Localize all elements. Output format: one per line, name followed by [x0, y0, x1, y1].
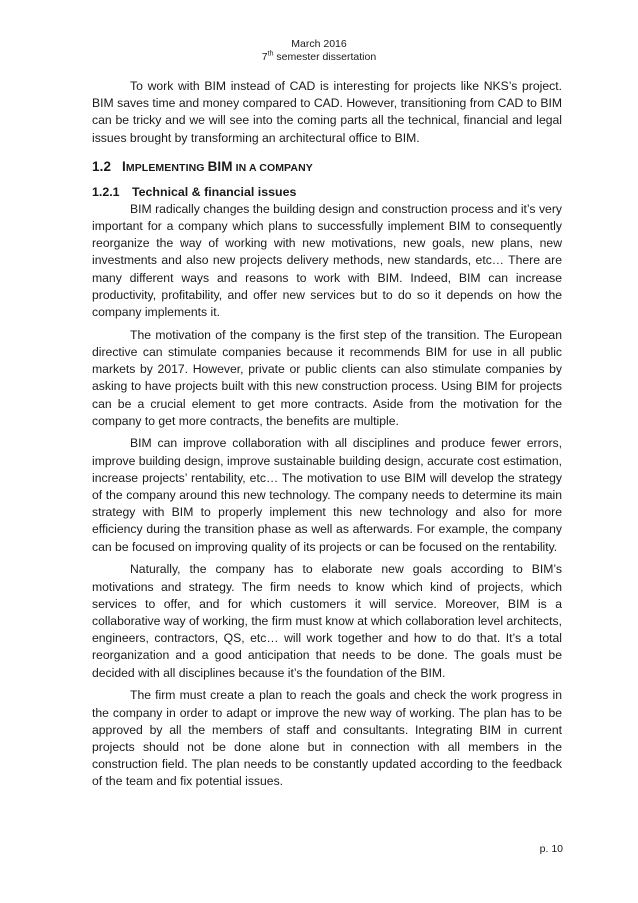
body-paragraph-3: BIM can improve collaboration with all disciplines and produce fewer errors, improve building design, improve sustainable building design, accurate cost estimation, increase projects’ rentability, etc… The motivation to use BIM will develop the strategy of the company around this new technology. The company needs to determine its main strategy with BIM to properly implement this new technology and also for more efficiency during the transition phase as well as afterwards. For example, the company can be focused on improving quality of its projects or can be focused on the rentability. [92, 436, 562, 554]
header-date: March 2016 [291, 38, 347, 50]
section-title-bim: BIM [207, 158, 233, 174]
header-ordinal-number: 7 [261, 51, 268, 63]
section-title-part-2: IN A COMPANY [232, 161, 313, 174]
page-number: p. 10 [539, 843, 563, 855]
subsection-title: Technical & financial issues [132, 184, 297, 199]
body-paragraph-4: Naturally, the company has to elaborate new goals according to BIM’s motivations and strategy. The firm needs to know which kind of projects, which services to offer, and for which customers it will service. Moreover, BIM is a collaborative way of working, the firm must know at which collaboration level architects, engineers, contractors, QS, etc… will work together and how to do that. It’s a total reorganization and a good anticipation that needs to be done. The goals must be decided with all disciplines because it’s the foundation of the BIM. [92, 562, 562, 680]
subsection-heading [92, 184, 562, 201]
body-paragraph-2: The motivation of the company is the first step of the transition. The European directive can stimulate companies because it recommends BIM for use in all public markets by 2017. However, private or public clients can also stimulate companies by asking to have projects built with this new construction process. Using BIM for projects can be a crucial element to get more contracts. Aside from the motivation for the company to get more contracts, the benefits are multiple. [92, 327, 562, 428]
section-number: 1.2 [92, 158, 112, 174]
section-title-part-1: MPLEMENTING [125, 161, 208, 174]
header-ordinal-suffix: th [267, 50, 274, 58]
running-header [0, 38, 638, 64]
page-body [92, 78, 562, 791]
header-semester [0, 51, 638, 64]
header-semester-text: semester dissertation [273, 51, 377, 63]
body-paragraph-1: BIM radically changes the building design and construction process and it’s very important for a company which plans to successfully implement BIM to consequently reorganize the way of working with new motivations, new goals, new plans, new investments and also new projects delivery methods, new standards, etc… There are many different ways and reasons to work with BIM. Indeed, BIM can increase productivity, profitability, and offer new services but to do so it depends on how the company implements it. [92, 201, 562, 320]
intro-paragraph: To work with BIM instead of CAD is interesting for projects like NKS’s project. BIM saves time and money compared to CAD. However, transitioning from CAD to BIM can be tricky and we will see into the coming parts all the technical, financial and legal issues brought by transforming an architectural office to BIM. [92, 79, 562, 145]
body-paragraph-5: The firm must create a plan to reach the goals and check the work progress in the company in order to adapt or improve the new way of working. The plan has to be approved by all the members of staff and consultants. Integrating BIM in current projects should not be done alone but in connection with all members in the construction field. The plan needs to be constantly updated according to the feedback of the team and fix potential issues. [92, 688, 562, 789]
section-heading [92, 158, 562, 177]
section-title-initial: I [122, 158, 126, 174]
subsection-number: 1.2.1 [92, 184, 120, 199]
